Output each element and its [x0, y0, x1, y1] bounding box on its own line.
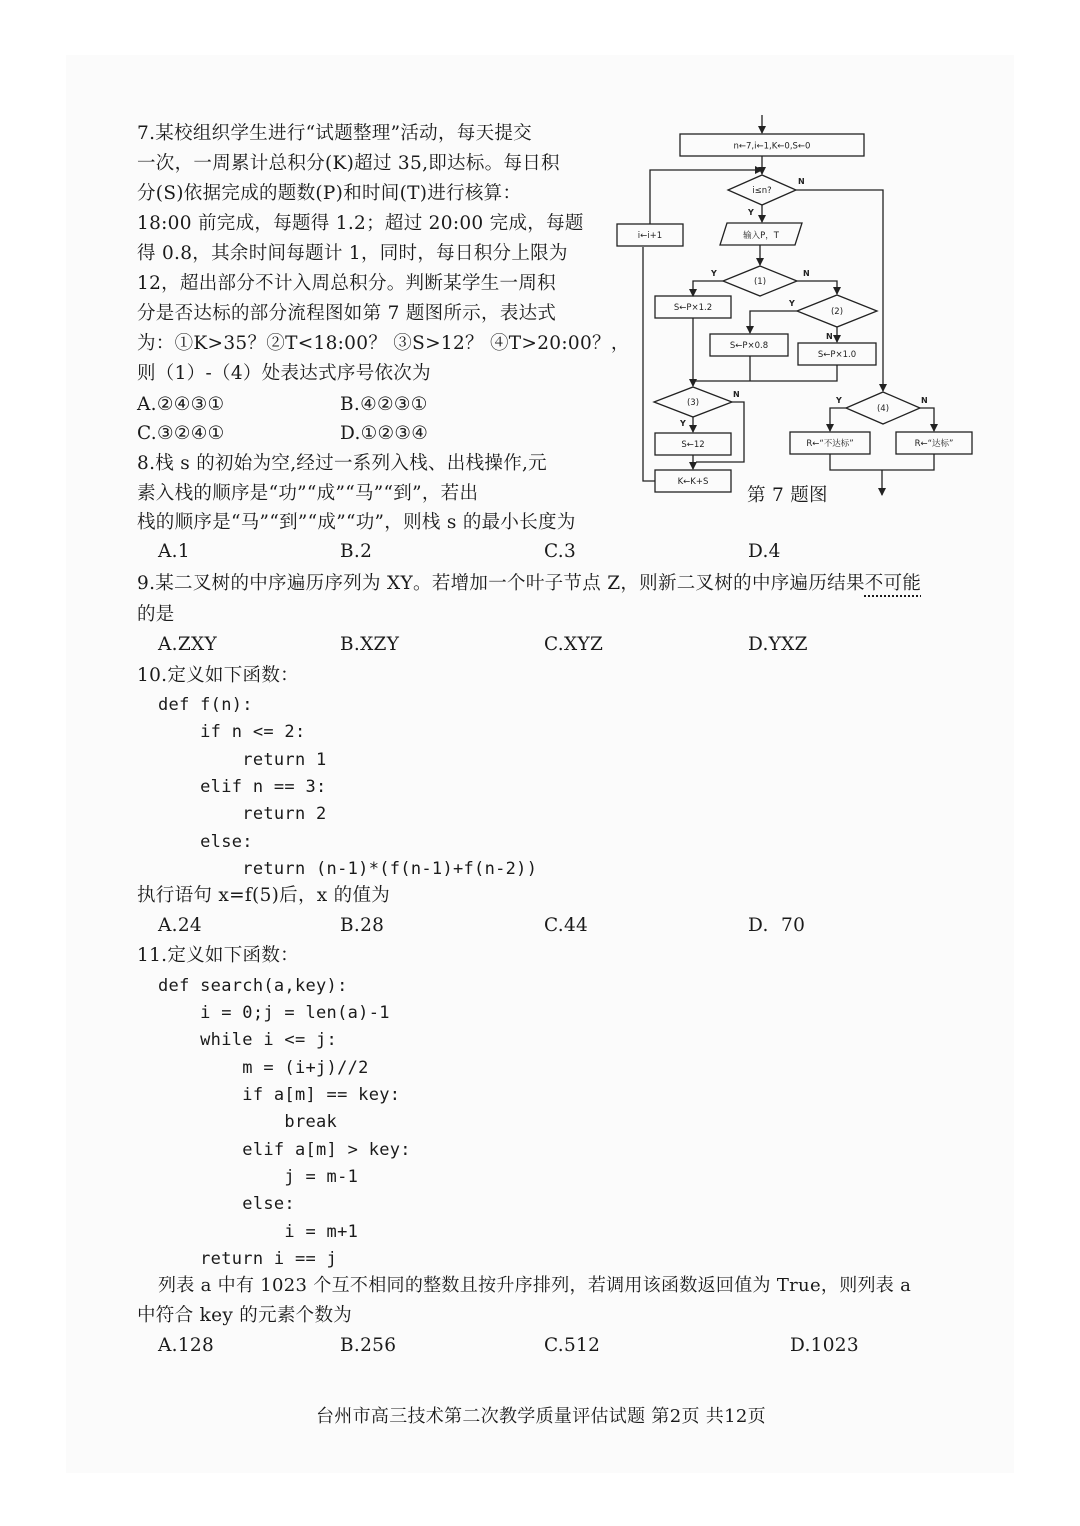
q7-option-d: D.①②③④: [340, 423, 429, 444]
q11-code-line: m = (i+j)//2: [158, 1058, 369, 1078]
fc-s08-text: S←P×0.8: [729, 341, 769, 351]
q7-line: 一次，一周累计总积分(K)超过 35,即达标。每日积: [137, 153, 560, 174]
q9-line: [137, 572, 921, 596]
q9-option-b: B.XZY: [340, 634, 400, 655]
page-footer: 台州市高三技术第二次教学质量评估试题 第2页 共12页: [316, 1406, 766, 1427]
q8-line: 素入栈的顺序是“功”“成”“马”“到”，若出: [137, 483, 479, 504]
q7-line: 7.某校组织学生进行“试题整理”活动，每天提交: [137, 123, 532, 144]
q11-option-c: C.512: [544, 1335, 601, 1356]
fc-label-y: Y: [789, 299, 795, 308]
fc-cond4-text: (4): [876, 404, 890, 414]
q10-code-line: return (n-1)*(f(n-1)+f(n-2)): [158, 859, 538, 879]
q8-option-b: B.2: [340, 541, 373, 562]
q10-code-line: return 1: [158, 750, 327, 770]
q8-option-a: A.1: [158, 541, 190, 562]
q11-code-line: def search(a,key):: [158, 976, 348, 996]
q7-line: 则（1）-（4）处表达式序号依次为: [137, 363, 431, 384]
fc-input-text: 输入P，T: [743, 231, 779, 241]
fc-cond1-text: (1): [753, 277, 767, 287]
q11-code-line: i = 0;j = len(a)-1: [158, 1003, 390, 1023]
fc-label-y: Y: [711, 269, 717, 278]
fc-cond2-text: (2): [830, 307, 844, 317]
q8-line: 栈的顺序是“马”“到”“成”“功”，则栈 s 的最小长度为: [137, 512, 576, 533]
q10-code-line: def f(n):: [158, 695, 253, 715]
q9-text: 9.某二叉树的中序遍历序列为 XY。若增加一个叶子节点 Z，则新二叉树的中序遍历结果: [137, 573, 865, 594]
q8-option-c: C.3: [544, 541, 577, 562]
q11-code-line: while i <= j:: [158, 1030, 338, 1050]
q10-code-line: elif n == 3:: [158, 777, 327, 797]
q10-option-b: B.28: [340, 915, 385, 936]
q11-code-line: break: [158, 1112, 338, 1132]
q7-figure-caption: 第 7 题图: [747, 485, 828, 506]
fc-s10-text: S←P×1.0: [817, 350, 857, 360]
fc-label-n: N: [921, 396, 928, 405]
fc-s12-text: S←P×1.2: [673, 303, 713, 313]
q7-line: 18:00 前完成，每题得 1.2；超过 20:00 完成，每题: [137, 213, 584, 234]
q11-question-line: 列表 a 中有 1023 个互不相同的整数且按升序排列，若调用该函数返回值为 True，则列表 a: [158, 1275, 912, 1296]
q10-code-line: if n <= 2:: [158, 722, 306, 742]
q7-line: 为：①K>35？②T<18:00？ ③S>12？ ④T>20:00？，: [137, 333, 630, 354]
q7-line: 得 0.8，其余时间每题计 1，同时，每日积分上限为: [137, 243, 568, 264]
fc-label-n: N: [826, 332, 833, 341]
q10-code-line: else:: [158, 832, 253, 852]
fc-kadd-text: K←K+S: [677, 477, 709, 487]
q9-option-d: D.YXZ: [748, 634, 808, 655]
q9-line: 的是: [137, 604, 175, 625]
q11-option-b: B.256: [340, 1335, 397, 1356]
q7-option-c: C.③②④①: [137, 423, 225, 444]
fc-rfail-text: R←“不达标”: [806, 439, 854, 449]
fc-label-y: Y: [680, 419, 686, 428]
q11-title: 11.定义如下函数：: [137, 945, 299, 966]
q7-line: 分是否达标的部分流程图如第 7 题图所示，表达式: [137, 303, 557, 324]
q10-question: 执行语句 x=f(5)后，x 的值为: [137, 885, 391, 906]
q11-code-line: return i == j: [158, 1249, 338, 1269]
q10-title: 10.定义如下函数：: [137, 665, 299, 686]
q11-code-line: elif a[m] > key:: [158, 1140, 411, 1160]
fc-loop-text: i≤n?: [752, 186, 772, 196]
q8-option-d: D.4: [748, 541, 781, 562]
q7-option-b: B.④②③①: [340, 394, 428, 415]
q9-emphasis: 不可能: [864, 573, 922, 594]
q11-option-d: D.1023: [790, 1335, 859, 1356]
fc-label-n: N: [803, 269, 810, 278]
fc-init-text: n←7,i←1,K←0,S←0: [733, 141, 811, 152]
q10-option-a: A.24: [158, 915, 202, 936]
fc-label-n: N: [798, 177, 805, 186]
fc-increment-text: i←i+1: [637, 231, 663, 241]
fc-label-y: Y: [836, 396, 842, 405]
q10-code-line: return 2: [158, 804, 327, 824]
q11-code-line: if a[m] == key:: [158, 1085, 401, 1105]
q9-option-c: C.XYZ: [544, 634, 604, 655]
q10-option-d: D. 70: [748, 915, 806, 936]
q7-line: 12，超出部分不计入周总积分。判断某学生一周积: [137, 273, 556, 294]
q9-option-a: A.ZXY: [158, 634, 217, 655]
fc-cond3-text: (3): [686, 398, 700, 408]
fc-scap-text: S←12: [681, 440, 705, 450]
q10-option-c: C.44: [544, 915, 589, 936]
q11-option-a: A.128: [158, 1335, 215, 1356]
q11-code-line: j = m-1: [158, 1167, 359, 1187]
q8-line: 8.栈 s 的初始为空,经过一系列入栈、出栈操作,元: [137, 453, 547, 474]
q7-line: 分(S)依据完成的题数(P)和时间(T)进行核算：: [137, 183, 522, 204]
fc-rpass-text: R←“达标”: [914, 439, 954, 449]
q11-code-line: i = m+1: [158, 1222, 359, 1242]
q11-question-line: 中符合 key 的元素个数为: [137, 1305, 353, 1326]
fc-label-y: Y: [748, 208, 754, 217]
fc-label-n: N: [733, 390, 740, 399]
q7-option-a: A.②④③①: [137, 394, 225, 415]
q11-code-line: else:: [158, 1194, 295, 1214]
q7-flowchart: [600, 110, 1000, 505]
